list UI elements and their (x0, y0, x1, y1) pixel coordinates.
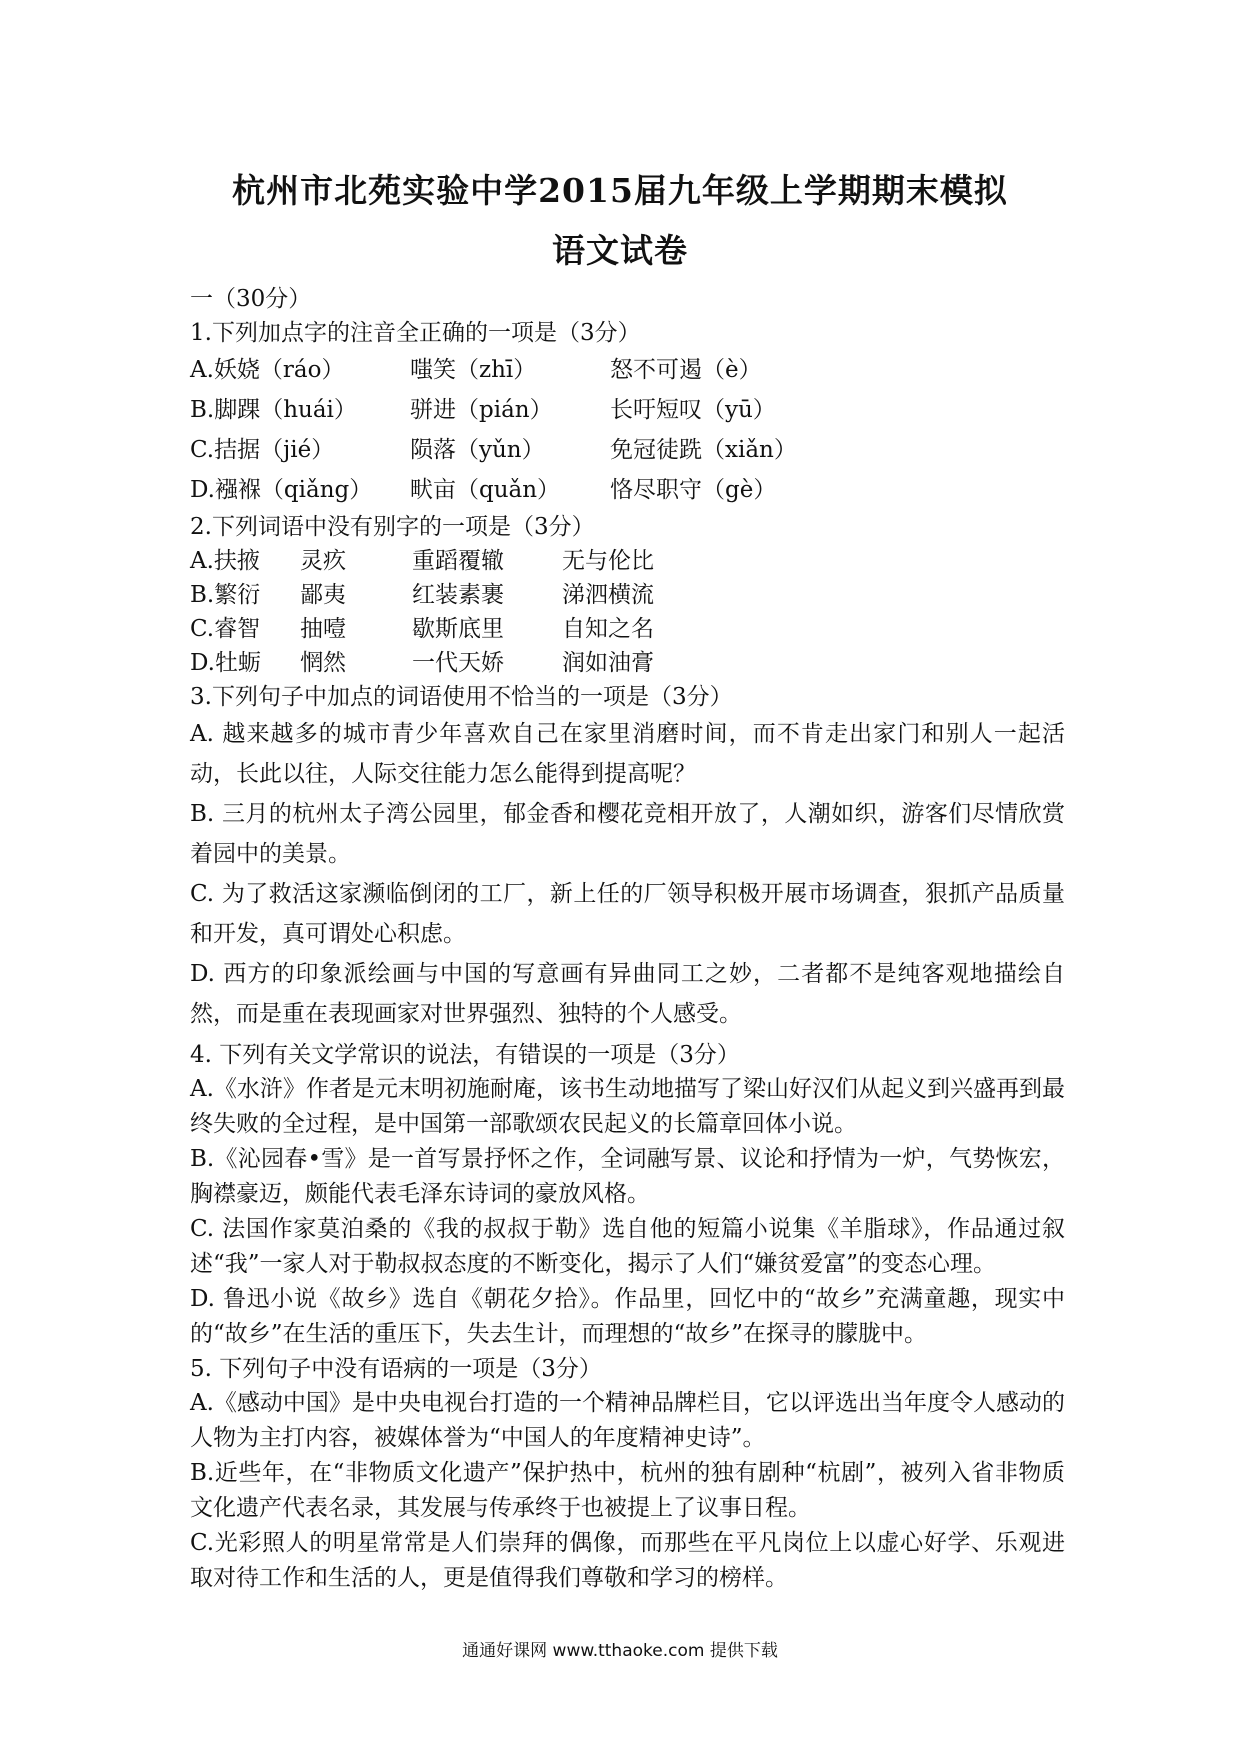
q4-option-d: D. 鲁迅小说《故乡》选自《朝花夕拾》。作品里，回忆中的“故乡”充满童趣，现实中的“故乡”在生活的重压下，失去生计，而理想的“故乡”在探寻的朦胧中。 (190, 1286, 1065, 1347)
q1-option-a (190, 350, 1065, 390)
q2-a-3: 重蹈覆辙 (412, 548, 504, 574)
q1-b-1: B.脚踝（huái） (190, 397, 357, 423)
q2-a-4: 无与伦比 (562, 548, 654, 574)
q2-a-1: A.扶掖 (190, 548, 260, 574)
page-footer: 通通好课网 www.tthaoke.com 提供下载 (462, 1641, 778, 1661)
q1-a-2: 嗤笑（zhī） (410, 357, 537, 383)
q2-b-2: 鄙夷 (300, 582, 346, 608)
q2-b-4: 涕泗横流 (562, 582, 654, 608)
q2-option-c (190, 612, 1065, 646)
q5-stem: 5. 下列句子中没有语病的一项是（3分） (190, 1356, 602, 1382)
q2-d-3: 一代天娇 (412, 650, 504, 676)
q5-option-c: C.光彩照人的明星常常是人们崇拜的偶像，而那些在平凡岗位上以虚心好学、乐观进取对待工作和生活的人，更是值得我们尊敬和学习的榜样。 (190, 1530, 1065, 1591)
q1-d-2: 畎亩（quǎn） (410, 477, 561, 503)
q1-stem: 1.下列加点字的注音全正确的一项是（3分） (190, 320, 641, 346)
q4-option-c: C. 法国作家莫泊桑的《我的叔叔于勒》选自他的短篇小说集《羊脂球》，作品通过叙述“我”一家人对于勒叔叔态度的不断变化，揭示了人们“嫌贫爱富”的变态心理。 (190, 1216, 1065, 1277)
q4-option-b: B.《沁园春•雪》是一首写景抒怀之作，全词融写景、议论和抒情为一炉，气势恢宏，胸襟豪迈，颇能代表毛泽东诗词的豪放风格。 (190, 1146, 1065, 1207)
section-header: 一（30分） (190, 286, 312, 312)
q2-c-1: C.睿智 (190, 616, 261, 642)
q2-a-2: 灵疚 (300, 548, 346, 574)
q1-b-3: 长吁短叹（yū） (610, 397, 776, 423)
q2-option-b (190, 578, 1065, 612)
q2-d-2: 惘然 (300, 650, 346, 676)
q2-d-4: 润如油膏 (562, 650, 654, 676)
q1-b-2: 骈进（pián） (410, 397, 553, 423)
q2-option-d (190, 646, 1065, 680)
q3-option-d: D. 西方的印象派绘画与中国的写意画有异曲同工之妙，二者都不是纯客观地描绘自然，而是重在表现画家对世界强烈、独特的个人感受。 (190, 961, 1065, 1027)
q1-a-1: A.妖娆（ráo） (190, 357, 345, 383)
q1-c-2: 陨落（yǔn） (410, 437, 545, 463)
q1-a-3: 怒不可遏（è） (610, 357, 762, 383)
q2-c-3: 歇斯底里 (412, 616, 504, 642)
q3-option-b: B. 三月的杭州太子湾公园里，郁金香和樱花竞相开放了，人潮如织，游客们尽情欣赏着园中的美景。 (190, 801, 1065, 867)
q3-option-a: A. 越来越多的城市青少年喜欢自己在家里消磨时间，而不肯走出家门和别人一起活动，长此以往，人际交往能力怎么能得到提高呢？ (190, 721, 1065, 787)
q2-option-a (190, 544, 1065, 578)
q1-option-d (190, 470, 1065, 510)
q3-stem: 3.下列句子中加点的词语使用不恰当的一项是（3分） (190, 684, 733, 710)
q2-b-1: B.繁衍 (190, 582, 261, 608)
q1-c-3: 免冠徒跣（xiǎn） (610, 437, 797, 463)
exam-content (190, 282, 1065, 1596)
q3-option-c: C. 为了救活这家濒临倒闭的工厂，新上任的厂领导积极开展市场调查，狠抓产品质量和开发，真可谓处心积虑。 (190, 881, 1065, 947)
q1-option-b (190, 390, 1065, 430)
q4-stem: 4. 下列有关文学常识的说法，有错误的一项是（3分） (190, 1042, 740, 1068)
q2-d-1: D.牡蛎 (190, 650, 261, 676)
q5-option-a: A.《感动中国》是中央电视台打造的一个精神品牌栏目，它以评选出当年度令人感动的人物为主打内容，被媒体誉为“中国人的年度精神史诗”。 (190, 1390, 1065, 1451)
q4-option-a: A.《水浒》作者是元末明初施耐庵，该书生动地描写了梁山好汉们从起义到兴盛再到最终失败的全过程，是中国第一部歌颂农民起义的长篇章回体小说。 (190, 1076, 1065, 1137)
q1-option-c (190, 430, 1065, 470)
q2-b-3: 红装素裹 (412, 582, 504, 608)
q2-c-4: 自知之名 (562, 616, 654, 642)
q5-option-b: B.近些年，在“非物质文化遗产”保护热中，杭州的独有剧种“杭剧”，被列入省非物质文化遗产代表名录，其发展与传承终于也被提上了议事日程。 (190, 1460, 1065, 1521)
q2-stem: 2.下列词语中没有别字的一项是（3分） (190, 514, 595, 540)
q1-d-3: 恪尽职守（gè） (610, 477, 777, 503)
q1-c-1: C.拮据（jié） (190, 437, 335, 463)
exam-subject-title: 语文试卷 (552, 231, 688, 270)
exam-title: 杭州市北苑实验中学2015届九年级上学期期末模拟 (232, 171, 1008, 210)
q1-d-1: D.襁褓（qiǎng） (190, 477, 373, 503)
q2-c-2: 抽噎 (300, 616, 346, 642)
